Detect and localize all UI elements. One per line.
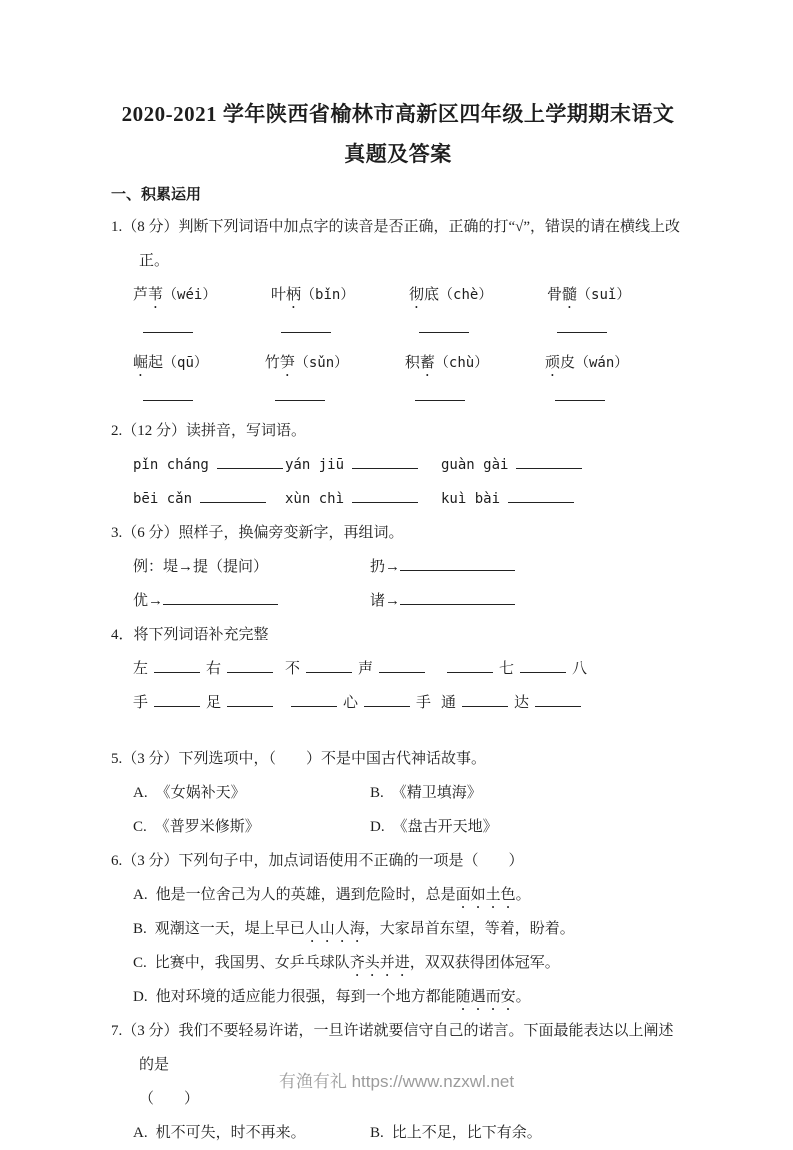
pinyin-item	[441, 482, 685, 516]
idiom-char: 七	[499, 661, 515, 677]
pinyin-label: （chù）	[434, 355, 489, 371]
word-text: 芦	[133, 287, 149, 303]
word-text: 骨	[547, 287, 563, 303]
answer-blank	[352, 488, 418, 503]
answer-blank	[379, 658, 425, 673]
word-item	[271, 278, 409, 346]
question-7-options-row	[111, 1116, 685, 1150]
answer-blank	[447, 658, 493, 673]
answer-blank	[163, 590, 278, 605]
word-item	[133, 278, 271, 346]
pinyin-item	[285, 482, 441, 516]
option-text: 比上不足，比下有余。	[391, 1125, 542, 1141]
answer-blank	[400, 590, 515, 605]
option-text: 他是一位舍己为人的英雄，遇到危险时，总是	[155, 887, 456, 903]
idiom-fill-group	[285, 686, 441, 720]
question-7-bracket: （ ）	[139, 1091, 200, 1107]
question-3-stem: 3.（6 分）照样子，换偏旁变新字，再组词。	[111, 525, 404, 541]
option-b	[370, 776, 685, 810]
word-item	[133, 346, 265, 414]
option-a	[133, 1116, 370, 1150]
answer-blank	[227, 692, 273, 707]
answer-blank	[281, 318, 331, 333]
pinyin-label: （sǔn）	[294, 355, 349, 371]
question-1-words-row-2	[111, 346, 685, 414]
question-7-stem: 7.（3 分）我们不要轻易许诺，一旦许诺就要信守自己的诺言。下面最能表达以上阐述的是	[111, 1023, 674, 1073]
question-3	[111, 516, 685, 618]
option-text: 他对环境的适应能力很强，每到一个地方都能	[155, 989, 456, 1005]
idiom-fill-group	[441, 686, 685, 720]
answer-blank	[535, 692, 581, 707]
option-text: 《普罗米修斯》	[154, 819, 260, 835]
pinyin-label: xùn chì	[285, 491, 345, 507]
question-1-words-row-1	[111, 278, 685, 346]
dotted-char: 苇	[148, 287, 164, 303]
dotted-char: 蓄	[419, 355, 435, 371]
pinyin-label: bēi cǎn	[133, 491, 193, 507]
option-text: ，大家昂首东望，等着，盼着。	[364, 921, 575, 937]
word-item	[405, 346, 545, 414]
pinyin-label: （suǐ）	[577, 287, 631, 303]
option-label: D.	[133, 989, 148, 1005]
option-label: B.	[370, 1125, 384, 1141]
answer-blank	[462, 692, 508, 707]
question-2	[111, 414, 685, 516]
answer-blank	[306, 658, 352, 673]
option-label: C.	[133, 955, 147, 971]
option-a	[133, 776, 370, 810]
answer-blank	[555, 386, 605, 401]
title-line-1: 2020-2021 学年陕西省榆林市高新区四年级上学期期末语文	[121, 102, 675, 126]
question-2-pinyin-row-1	[111, 448, 685, 482]
question-1	[111, 210, 685, 414]
dotted-char: 笋	[279, 355, 295, 371]
fill-item-label: 优→	[133, 593, 164, 609]
question-2-stem: 2.（12 分）读拼音，写词语。	[111, 423, 307, 439]
question-5-options-row-1	[111, 776, 685, 810]
fill-item	[370, 550, 685, 584]
answer-blank	[143, 386, 193, 401]
answer-blank	[143, 318, 193, 333]
fill-item-label: 诸→	[370, 593, 401, 609]
example-item: 例：堤→提（提问）	[133, 559, 269, 575]
option-text: 《女娲补天》	[155, 785, 246, 801]
answer-blank	[154, 658, 200, 673]
option-c	[133, 810, 370, 844]
word-text: 叶	[271, 287, 287, 303]
option-label: A.	[133, 887, 148, 903]
pinyin-label: （qū）	[163, 355, 208, 371]
pinyin-label: （chè）	[439, 287, 493, 303]
answer-blank	[508, 488, 574, 503]
option-text: 。	[515, 887, 531, 903]
word-text: 起	[148, 355, 164, 371]
answer-blank	[364, 692, 410, 707]
question-6	[111, 844, 685, 1014]
option-b	[111, 912, 685, 946]
question-5-stem: 5.（3 分）下列选项中，（ ）不是中国古代神话故事。	[111, 751, 487, 767]
idiom-char: 八	[572, 661, 588, 677]
answer-blank	[419, 318, 469, 333]
fill-item-label: 扔→	[370, 559, 401, 575]
question-3-row-2	[111, 584, 685, 618]
idiom-char: 心	[343, 695, 359, 711]
answer-blank	[227, 658, 273, 673]
question-6-stem: 6.（3 分）下列句子中，加点词语使用不正确的一项是（ ）	[111, 853, 524, 869]
option-text: 比赛中，我国男、女乒乓球队	[154, 955, 350, 971]
idiom-fill-group	[133, 686, 285, 720]
option-text: 观潮这一天，堤上早已	[154, 921, 305, 937]
idiom-char: 通	[441, 695, 457, 711]
dotted-phrase: 面如土色	[455, 887, 516, 903]
pinyin-item	[441, 448, 685, 482]
pinyin-label: （wán）	[574, 355, 629, 371]
answer-blank	[154, 692, 200, 707]
fill-item	[370, 584, 685, 618]
answer-blank	[516, 454, 582, 469]
question-5-options-row-2	[111, 810, 685, 844]
section-heading: 一、积累运用	[111, 187, 202, 203]
dotted-char: 彻	[409, 287, 425, 303]
answer-blank	[557, 318, 607, 333]
idiom-char: 声	[358, 661, 374, 677]
option-text: 。	[515, 989, 531, 1005]
idiom-char: 达	[514, 695, 530, 711]
pinyin-item	[285, 448, 441, 482]
word-item	[547, 278, 685, 346]
pinyin-item	[133, 448, 285, 482]
dotted-char: 柄	[286, 287, 302, 303]
question-4-row-2	[111, 686, 685, 720]
pinyin-item	[133, 482, 285, 516]
option-text: 《精卫填海》	[391, 785, 482, 801]
question-4	[111, 618, 685, 720]
pinyin-label: yán jiū	[285, 457, 345, 473]
option-label: A.	[133, 1125, 148, 1141]
answer-blank	[520, 658, 566, 673]
word-item	[265, 346, 405, 414]
option-c	[111, 946, 685, 980]
title-line-2: 真题及答案	[344, 142, 452, 166]
option-a	[111, 878, 685, 912]
pinyin-label: （wéi）	[163, 287, 217, 303]
idiom-fill-group	[441, 652, 685, 686]
answer-blank	[275, 386, 325, 401]
option-label: B.	[370, 785, 384, 801]
question-5	[111, 742, 685, 844]
option-b	[370, 1116, 685, 1150]
watermark-footer: 有渔有礼 https://www.nzxwl.net	[278, 1072, 515, 1091]
word-text: 竹	[264, 355, 280, 371]
option-text: ，双双获得团体冠军。	[409, 955, 560, 971]
word-text: 积	[404, 355, 420, 371]
fill-item	[133, 584, 370, 618]
question-3-row-1	[111, 550, 685, 584]
option-label: C.	[133, 819, 147, 835]
idiom-char: 不	[285, 661, 301, 677]
option-label: A.	[133, 785, 148, 801]
idiom-char: 手	[416, 695, 432, 711]
option-text: 《盘古开天地》	[392, 819, 498, 835]
pinyin-label: （bǐn）	[301, 287, 355, 303]
question-4-stem: 4．将下列词语补充完整	[111, 627, 269, 643]
word-text: 底	[424, 287, 440, 303]
idiom-fill-group	[285, 652, 441, 686]
option-text: 机不可失，时不再来。	[155, 1125, 306, 1141]
dotted-char: 崛	[133, 355, 149, 371]
option-d	[370, 810, 685, 844]
dotted-phrase: 人山人海	[304, 921, 365, 937]
answer-blank	[291, 692, 337, 707]
dotted-char: 髓	[562, 287, 578, 303]
word-item	[409, 278, 547, 346]
option-d	[111, 980, 685, 1014]
pinyin-label: guàn gài	[441, 457, 509, 473]
word-item	[545, 346, 685, 414]
pinyin-label: kuì bài	[441, 491, 501, 507]
answer-blank	[217, 454, 283, 469]
dotted-phrase: 齐头并进	[349, 955, 410, 971]
idiom-char: 手	[133, 695, 149, 711]
question-2-pinyin-row-2	[111, 482, 685, 516]
question-4-row-1	[111, 652, 685, 686]
answer-blank	[352, 454, 418, 469]
dotted-char: 顽	[544, 355, 560, 371]
pinyin-label: pǐn cháng	[133, 457, 209, 473]
idiom-char: 足	[206, 695, 222, 711]
idiom-fill-group	[133, 652, 285, 686]
idiom-char: 右	[206, 661, 222, 677]
word-text: 皮	[559, 355, 575, 371]
idiom-char: 左	[133, 661, 149, 677]
answer-blank	[415, 386, 465, 401]
option-label: D.	[370, 819, 385, 835]
page-title	[81, 94, 715, 174]
question-1-stem: 1.（8 分）判断下列词语中加点字的读音是否正确，正确的打“√”，错误的请在横线上改正。	[111, 219, 681, 269]
answer-blank	[400, 556, 515, 571]
option-label: B.	[133, 921, 147, 937]
answer-blank	[200, 488, 266, 503]
dotted-phrase: 随遇而安	[455, 989, 516, 1005]
